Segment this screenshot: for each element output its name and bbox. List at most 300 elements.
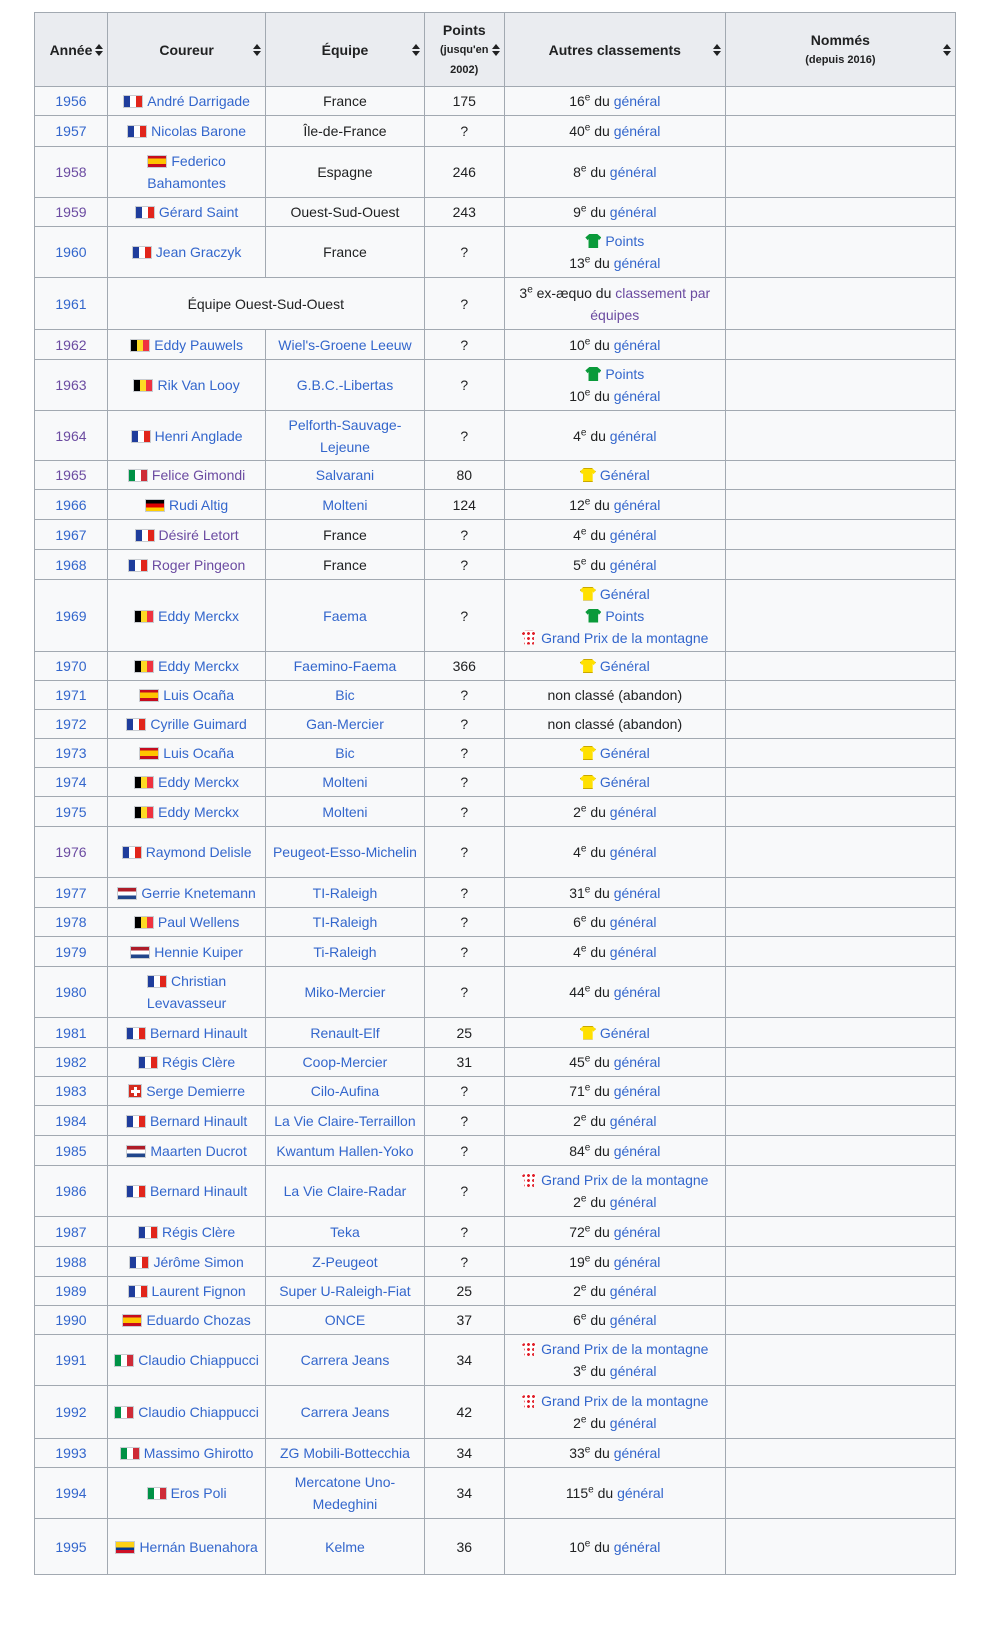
rider-link[interactable]: Claudio Chiappucci	[138, 1404, 259, 1420]
rider-cell	[107, 1217, 265, 1247]
team-link[interactable]: Bic	[335, 745, 355, 761]
year-link[interactable]: 1976	[55, 844, 87, 860]
header-year[interactable]	[35, 13, 108, 87]
team-link[interactable]: Faemino-Faema	[293, 658, 397, 674]
rank-number: 5	[573, 556, 581, 573]
classement-line	[509, 1251, 721, 1273]
rank-number: 12	[569, 496, 585, 513]
rank-preposition: du	[594, 1538, 610, 1555]
rank-suffix: e	[584, 1082, 591, 1094]
rider-link[interactable]: Maarten Ducrot	[150, 1142, 247, 1159]
team-link[interactable]: Wiel's-Groene Leeuw	[278, 336, 412, 353]
year-cell	[35, 652, 108, 681]
points-cell	[424, 116, 504, 147]
rider-link[interactable]: Désiré Letort	[158, 526, 239, 543]
classement-line	[509, 230, 721, 252]
year-cell	[35, 908, 108, 937]
team-link[interactable]: Carrera Jeans	[300, 1404, 390, 1420]
year-link[interactable]: 1965	[55, 467, 87, 483]
table-row	[35, 1468, 956, 1519]
header-team[interactable]	[266, 13, 424, 87]
rider-link[interactable]: Claudio Chiappucci	[138, 1352, 259, 1368]
named-cell	[725, 1077, 955, 1106]
year-cell	[35, 198, 108, 227]
year-link[interactable]: 1971	[55, 687, 87, 703]
year-link[interactable]: 1963	[55, 377, 87, 393]
rider-link[interactable]: Luis Ocaña	[163, 687, 235, 703]
rider-link[interactable]: Nicolas Barone	[151, 123, 247, 139]
team-link[interactable]: TI-Raleigh	[312, 884, 378, 901]
classement-link[interactable]: général	[609, 914, 657, 930]
team-link[interactable]: Super U-Raleigh-Fiat	[279, 1283, 411, 1299]
team-link[interactable]: TI-Raleigh	[312, 914, 378, 930]
classement-link[interactable]: général	[609, 526, 657, 543]
rider-link[interactable]: Henri Anglade	[154, 427, 243, 444]
classement-link[interactable]: général	[609, 1194, 657, 1210]
other-cell	[504, 739, 725, 768]
year-link[interactable]: 1972	[55, 716, 87, 732]
classement-link[interactable]: général	[613, 123, 661, 139]
classement-link[interactable]: Général	[599, 585, 650, 602]
classement-link[interactable]: général	[613, 255, 661, 271]
classement-link[interactable]: Grand Prix de la montagne	[541, 1341, 709, 1357]
flag-be-icon	[134, 916, 154, 929]
rider-link[interactable]: Serge Demierre	[146, 1083, 246, 1099]
classement-link[interactable]: général	[609, 1363, 657, 1379]
named-cell	[725, 278, 955, 330]
rider-link[interactable]: Jérôme Simon	[153, 1253, 244, 1270]
team-link[interactable]: Gan-Mercier	[306, 716, 384, 732]
classement-link[interactable]: général	[613, 884, 661, 901]
year-link[interactable]: 1980	[55, 984, 87, 1000]
team-link[interactable]: La Vie Claire-Radar	[283, 1183, 407, 1199]
named-cell	[725, 710, 955, 739]
classement-link[interactable]: Général	[599, 745, 650, 761]
table-row	[35, 967, 956, 1018]
year-link[interactable]: 1959	[55, 204, 87, 220]
classement-link[interactable]: général	[613, 336, 661, 353]
points-value: 37	[456, 1312, 473, 1328]
table-row	[35, 147, 956, 198]
table-row	[35, 652, 956, 681]
year-link[interactable]: 1983	[55, 1083, 87, 1099]
flag-be-icon	[134, 806, 154, 819]
rider-link[interactable]: Eddy Merckx	[158, 607, 240, 624]
table-row	[35, 1306, 956, 1335]
rider-link[interactable]: Hernán Buenahora	[139, 1538, 258, 1555]
classement-link[interactable]: général	[613, 1253, 661, 1270]
team-cell	[266, 461, 424, 490]
rider-link[interactable]: Bernard Hinault	[149, 1183, 248, 1199]
table-row	[35, 411, 956, 461]
rider-link[interactable]: Eddy Pauwels	[154, 336, 243, 353]
team-link[interactable]: Pelforth-Sauvage-Lejeune	[288, 416, 402, 455]
team-link[interactable]: Peugeot-Esso-Michelin	[272, 844, 417, 860]
rank-number: 33	[569, 1445, 585, 1461]
year-link[interactable]: 1987	[55, 1223, 87, 1240]
rider-cell	[107, 1335, 265, 1386]
rank-suffix: e	[580, 802, 587, 814]
rank-number: 10	[569, 336, 585, 353]
team-link[interactable]: Miko-Mercier	[304, 984, 386, 1000]
named-cell	[725, 681, 955, 710]
classement-line	[509, 1080, 721, 1102]
table-row	[35, 681, 956, 710]
rider-link[interactable]: Bernard Hinault	[149, 1024, 248, 1041]
classement-link[interactable]: général	[613, 93, 661, 109]
year-cell	[35, 550, 108, 580]
rider-link[interactable]: Paul Wellens	[157, 914, 240, 930]
classement-link[interactable]: général	[609, 943, 657, 960]
rank-number: 6	[573, 914, 581, 930]
team-link[interactable]: Mercatone Uno-Medeghini	[294, 1474, 396, 1512]
flag-be-icon	[133, 379, 153, 392]
team-link[interactable]: La Vie Claire-Terraillon	[274, 1112, 416, 1129]
classement-link[interactable]: général	[613, 984, 661, 1000]
classement-link[interactable]: classement par équipes	[590, 284, 711, 323]
team-link[interactable]: Kwantum Hallen-Yoko	[276, 1142, 414, 1159]
classement-link[interactable]: général	[609, 1415, 657, 1431]
team-link[interactable]: Molteni	[322, 803, 368, 820]
rank-suffix: e	[584, 1222, 591, 1234]
year-link[interactable]: 1961	[55, 295, 87, 312]
named-cell	[725, 1018, 955, 1048]
table-row	[35, 908, 956, 937]
team-link[interactable]: Carrera Jeans	[300, 1352, 390, 1368]
year-link[interactable]: 1957	[55, 123, 87, 139]
other-cell	[504, 1048, 725, 1077]
classement-link[interactable]: Général	[599, 1024, 650, 1041]
team-link[interactable]: Cilo-Aufina	[310, 1083, 380, 1099]
rider-cell	[107, 461, 265, 490]
rider-link[interactable]: Rik Van Looy	[157, 377, 240, 393]
classement-link[interactable]: général	[613, 1538, 661, 1555]
points-value: 31	[456, 1054, 473, 1070]
classement-line	[509, 1221, 721, 1243]
points-cell	[424, 1519, 504, 1575]
named-cell	[725, 1519, 955, 1575]
year-link[interactable]: 1979	[55, 943, 87, 960]
other-cell	[504, 908, 725, 937]
rider-cell	[107, 937, 265, 967]
rank-suffix: e	[584, 387, 591, 399]
rider-link[interactable]: Roger Pingeon	[151, 556, 246, 573]
year-cell	[35, 1439, 108, 1468]
team-link[interactable]: ONCE	[324, 1312, 366, 1328]
classement-line	[509, 161, 721, 183]
named-cell	[725, 1468, 955, 1519]
classement-line	[509, 464, 721, 486]
classement-line	[509, 941, 721, 963]
team-link[interactable]: Molteni	[322, 496, 368, 513]
sort-icon[interactable]	[943, 43, 951, 57]
team-link[interactable]: Molteni	[322, 774, 368, 790]
points-cell	[424, 1136, 504, 1166]
classement-line	[509, 1536, 721, 1558]
year-link[interactable]: 1956	[55, 93, 87, 109]
classement-link[interactable]: Grand Prix de la montagne	[541, 629, 709, 646]
team-link[interactable]: Z-Peugeot	[312, 1253, 378, 1270]
rank-preposition: du	[590, 164, 606, 180]
header-named[interactable]	[725, 13, 955, 87]
classement-link[interactable]: général	[609, 1283, 657, 1299]
rider-link[interactable]: Cyrille Guimard	[150, 716, 247, 732]
rider-link[interactable]: Eros Poli	[170, 1485, 227, 1501]
team-cell	[266, 1277, 424, 1306]
flag-be-icon	[130, 339, 150, 352]
classement-line	[509, 1442, 721, 1464]
year-link[interactable]: 1982	[55, 1054, 87, 1070]
classement-link[interactable]: général	[609, 803, 657, 820]
year-link[interactable]: 1966	[55, 496, 87, 513]
year-link[interactable]: 1974	[55, 774, 87, 790]
rider-cell	[107, 1247, 265, 1277]
year-link[interactable]: 1988	[55, 1253, 87, 1270]
year-cell	[35, 278, 108, 330]
team-link[interactable]: Salvarani	[315, 467, 375, 483]
rider-link[interactable]: Federico Bahamontes	[147, 153, 226, 191]
classement-link[interactable]: Grand Prix de la montagne	[541, 1172, 709, 1188]
rank-preposition: du	[590, 1415, 606, 1431]
year-cell	[35, 360, 108, 411]
named-cell	[725, 739, 955, 768]
classement-link[interactable]: général	[609, 1112, 657, 1129]
classement-link[interactable]: général	[613, 1223, 661, 1240]
points-value: ?	[460, 884, 469, 901]
classement-link[interactable]: Points	[605, 607, 645, 624]
rank-suffix: e	[584, 254, 591, 266]
year-link[interactable]: 1960	[55, 244, 87, 260]
other-cell	[504, 147, 725, 198]
year-cell	[35, 681, 108, 710]
other-cell	[504, 710, 725, 739]
named-cell	[725, 1335, 955, 1386]
points-value: ?	[460, 1083, 469, 1099]
team-cell	[266, 1519, 424, 1575]
year-link[interactable]: 1973	[55, 745, 87, 761]
points-value: ?	[460, 914, 469, 930]
year-link[interactable]: 1995	[55, 1538, 87, 1555]
year-link[interactable]: 1967	[55, 526, 87, 543]
team-link[interactable]: Ti-Raleigh	[313, 943, 377, 960]
points-cell	[424, 739, 504, 768]
team-link[interactable]: Renault-Elf	[310, 1024, 380, 1041]
header-rider[interactable]	[107, 13, 265, 87]
header-other[interactable]	[504, 13, 725, 87]
named-cell	[725, 768, 955, 797]
table-row	[35, 198, 956, 227]
year-link[interactable]: 1993	[55, 1445, 87, 1461]
classement-line	[509, 494, 721, 516]
year-link[interactable]: 1985	[55, 1142, 87, 1159]
rank-preposition: du	[594, 884, 610, 901]
rider-link[interactable]: Luis Ocaña	[163, 745, 235, 761]
other-cell	[504, 1247, 725, 1277]
points-cell	[424, 1217, 504, 1247]
rank-suffix: e	[580, 1311, 587, 1323]
rider-link[interactable]: Christian Levavasseur	[146, 973, 227, 1011]
team-link[interactable]: Bic	[335, 687, 355, 703]
points-value: ?	[460, 244, 469, 260]
team-name: France	[323, 556, 367, 573]
year-link[interactable]: 1964	[55, 427, 87, 444]
year-link[interactable]: 1990	[55, 1312, 87, 1328]
flag-it-icon	[120, 1447, 140, 1460]
classement-line	[509, 882, 721, 904]
sort-icon[interactable]	[412, 43, 420, 57]
rider-cell	[107, 1468, 265, 1519]
classement-link[interactable]: Points	[605, 233, 645, 249]
team-link[interactable]: Faema	[323, 607, 367, 624]
rider-link[interactable]: André Darrigade	[147, 93, 250, 109]
year-link[interactable]: 1984	[55, 1112, 87, 1129]
points-cell	[424, 652, 504, 681]
classement-line	[509, 425, 721, 447]
points-cell	[424, 908, 504, 937]
classement-link[interactable]: général	[609, 427, 657, 444]
team-cell	[266, 1439, 424, 1468]
rider-link[interactable]: Raymond Delisle	[145, 844, 252, 860]
classement-link[interactable]: général	[617, 1485, 664, 1501]
rider-cell	[107, 710, 265, 739]
team-cell	[107, 278, 424, 330]
team-link[interactable]: ZG Mobili-Bottecchia	[279, 1445, 410, 1461]
year-link[interactable]: 1970	[55, 658, 87, 674]
classement-line	[509, 1390, 721, 1412]
classement-link[interactable]: général	[609, 164, 657, 180]
team-cell	[266, 878, 424, 908]
points-cell	[424, 490, 504, 520]
year-link[interactable]: 1968	[55, 556, 87, 573]
points-cell	[424, 580, 504, 652]
points-value: 34	[456, 1352, 473, 1368]
rider-link[interactable]: Jean Graczyk	[155, 244, 242, 260]
classement-link[interactable]: général	[613, 388, 661, 404]
table-row	[35, 360, 956, 411]
year-cell	[35, 461, 108, 490]
team-link[interactable]: Teka	[330, 1223, 360, 1240]
rider-link[interactable]: Bernard Hinault	[149, 1112, 248, 1129]
other-cell	[504, 1519, 725, 1575]
named-cell	[725, 878, 955, 908]
rider-link[interactable]: Eddy Merckx	[158, 658, 240, 674]
rank-number: 115	[565, 1485, 589, 1501]
classement-link[interactable]: général	[613, 1054, 661, 1070]
year-link[interactable]: 1977	[55, 884, 87, 901]
rider-link[interactable]: Gérard Saint	[158, 204, 239, 220]
classement-link[interactable]: général	[613, 1445, 661, 1461]
sort-icon[interactable]	[492, 43, 500, 57]
points-cell	[424, 1018, 504, 1048]
rider-link[interactable]: Eduardo Chozas	[146, 1312, 251, 1328]
rank-number: 10	[569, 1538, 585, 1555]
rider-link[interactable]: Rudi Altig	[169, 496, 229, 513]
classement-link[interactable]: général	[609, 844, 657, 860]
team-link[interactable]: Kelme	[325, 1538, 365, 1555]
classement-link[interactable]: Général	[599, 774, 650, 790]
sort-icon[interactable]	[713, 43, 721, 57]
rider-link[interactable]: Hennie Kuiper	[154, 943, 243, 960]
year-link[interactable]: 1989	[55, 1283, 87, 1299]
flag-be-icon	[134, 610, 154, 623]
named-cell	[725, 1306, 955, 1335]
rider-link[interactable]: Eddy Merckx	[158, 774, 240, 790]
rider-link[interactable]: Eddy Merckx	[158, 803, 240, 820]
rider-link[interactable]: Laurent Fignon	[151, 1283, 246, 1299]
rank-suffix: e	[580, 555, 587, 567]
rank-suffix: e	[584, 1537, 591, 1549]
year-link[interactable]: 1992	[55, 1404, 87, 1420]
classement-link[interactable]: général	[609, 1312, 657, 1328]
team-cell	[266, 739, 424, 768]
rank-suffix: e	[580, 1282, 587, 1294]
team-link[interactable]: G.B.C.-Libertas	[296, 377, 394, 393]
classement-link[interactable]: général	[609, 204, 657, 220]
rank-preposition: du	[590, 914, 606, 930]
year-link[interactable]: 1981	[55, 1024, 87, 1041]
flag-it-icon	[114, 1354, 134, 1367]
year-link[interactable]: 1975	[55, 803, 87, 820]
classement-link[interactable]: général	[613, 1142, 661, 1159]
sort-icon[interactable]	[253, 43, 261, 57]
rank-number: 3	[519, 284, 528, 301]
flag-es-icon	[139, 689, 159, 702]
rank-suffix: e	[584, 883, 591, 895]
header-points[interactable]	[424, 13, 504, 87]
rank-preposition: du	[590, 556, 606, 573]
year-cell	[35, 967, 108, 1018]
year-link[interactable]: 1991	[55, 1352, 87, 1368]
classement-link[interactable]: Général	[599, 658, 650, 674]
classement-link[interactable]: général	[613, 496, 661, 513]
flag-es-icon	[122, 1314, 142, 1327]
rider-link[interactable]: Régis Clère	[162, 1054, 236, 1070]
flag-fr-icon	[138, 1226, 158, 1239]
rider-link[interactable]: Régis Clère	[162, 1223, 236, 1240]
year-link[interactable]: 1958	[55, 164, 87, 180]
named-cell	[725, 490, 955, 520]
classement-link[interactable]: Points	[605, 366, 645, 382]
team-cell	[266, 1166, 424, 1217]
rider-cell	[107, 227, 265, 278]
flag-fr-icon	[147, 975, 167, 988]
classement-link[interactable]: Grand Prix de la montagne	[541, 1393, 709, 1409]
rider-link[interactable]: Felice Gimondi	[151, 467, 246, 483]
year-link[interactable]: 1969	[55, 607, 87, 624]
other-cell	[504, 490, 725, 520]
year-cell	[35, 580, 108, 652]
yellow-jersey-icon	[580, 659, 596, 673]
rider-link[interactable]: Massimo Ghirotto	[143, 1445, 254, 1461]
classement-link[interactable]: général	[609, 556, 657, 573]
rank-number: 10	[569, 388, 585, 404]
rank-number: 44	[569, 984, 585, 1000]
rank-suffix: e	[580, 163, 587, 175]
rider-link[interactable]: Gerrie Knetemann	[141, 884, 256, 901]
team-cell	[266, 116, 424, 147]
sort-icon[interactable]	[95, 43, 103, 57]
classement-link[interactable]: Général	[599, 467, 650, 483]
year-cell	[35, 1519, 108, 1575]
points-value: ?	[460, 1142, 469, 1159]
classement-link[interactable]: général	[613, 1083, 661, 1099]
year-link[interactable]: 1978	[55, 914, 87, 930]
year-link[interactable]: 1962	[55, 336, 87, 353]
year-link[interactable]: 1986	[55, 1183, 87, 1199]
classement-line	[509, 1360, 721, 1382]
year-link[interactable]: 1994	[55, 1485, 87, 1501]
team-link[interactable]: Coop-Mercier	[302, 1054, 388, 1070]
